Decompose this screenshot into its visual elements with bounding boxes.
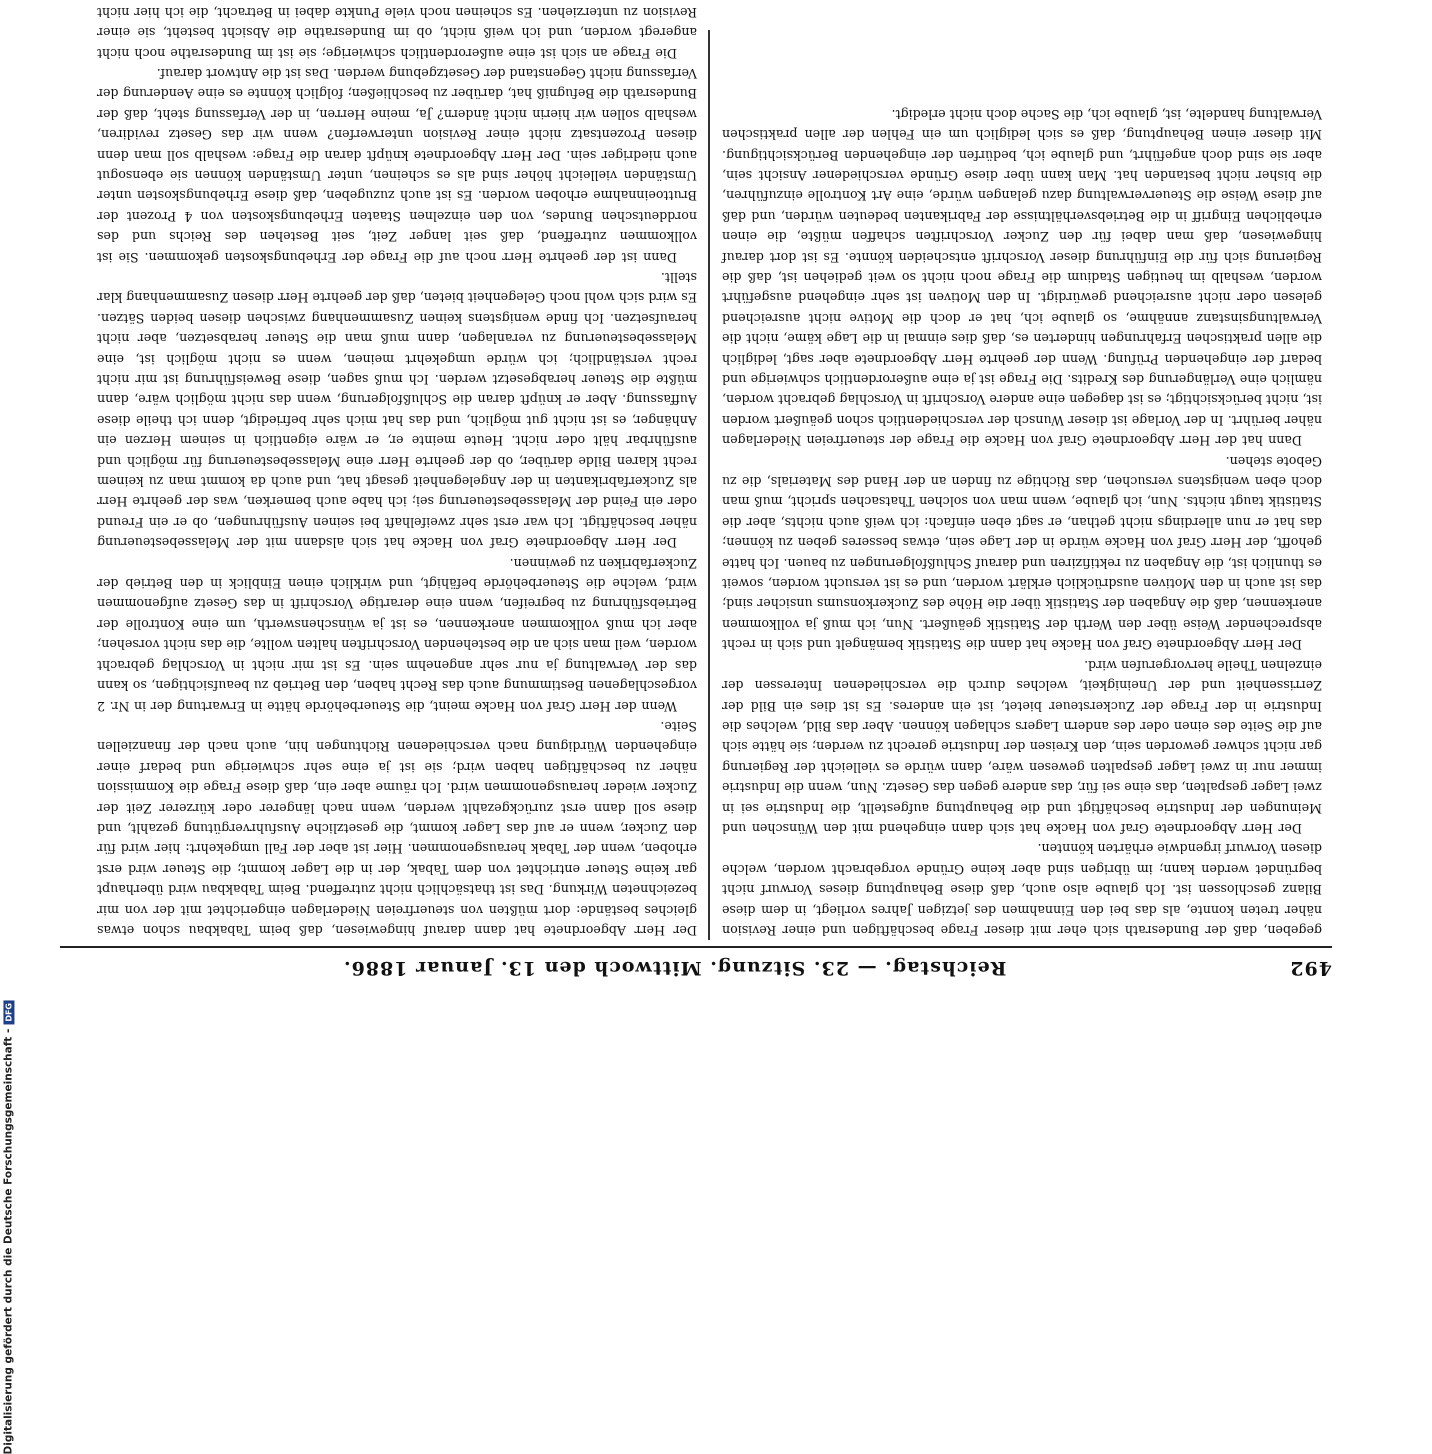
paragraph: Der Herr Abgeordnete Graf von Hacke hat sich dann eingehend mit den Wünschen und Meinungen der Industrie beschäftigt und die Behauptung aufgestellt, die Industrie sei in zwei Lager gespalten, das eine sei für, das andere gegen das Gesetz. Nun, wenn die Industrie immer nur in zwei Lager gespalten gewesen wäre, dann würde es vielleicht der Regierung gar nicht schwer geworden sein, den Kreisen der Industrie gerecht zu werden; sie hätte sich auf die Seite des einen oder des andern Lagers schlagen können. Aber das Bild, welches die Industrie in der Frage der Zuckersteuer bietet, ist ein anderes. Es ist dies ein Bild der Zerrissenheit und der Uneinigkeit, welches durch die verschiedenen Interessen der einzelnen Theile hervorgerufen wird. — [722, 657, 1322, 836]
right-text-column — [97, 4, 697, 940]
paragraph: gegeben, daß der Bundesrath sich eher mit dieser Frage beschäftigen und einer Revision näher treten konnte, als das bei den Einnahmen des jetzigen Jahres vorliegt, in dem diese Bilanz geschlossen ist. Ich glaube also auch, daß diese Behauptung dieses Vorwurf nicht begründet werden kann; im übrigen sind aber keine Gründe vorgebracht worden, welche diesen Vorwurf irgendwie erhärten könnten. — [722, 841, 1322, 938]
credit-text: Digitalisierung gefördert durch die Deutsche Forschungsgemeinschaft - — [2, 1028, 14, 1454]
page-title: Reichstag. — 23. Sitzung. Mittwoch den 13. Januar 1886. — [342, 957, 1007, 979]
page-header — [60, 950, 1332, 986]
paragraph: Dann ist der geehrte Herr noch auf die Frage der Erhebungskosten gekommen. Sie ist vollkommen zutreffend, daß seit langer Zeit, seit Bestehen des Reichs und des norddeutschen Bundes, von den einzelnen Staaten Erhebungskosten von 4 Prozent der Bruttoeinnahme erhoben worden. Es ist auch zuzugeben, daß diese Erhebungskosten unter Umständen vielleicht höher sind als es scheinen, unter Umständen können sie ebensogut auch niedriger sein. Der Herr Abgeordnete knüpft daran die Frage: weshalb soll man denn diesen Prozentsatz nicht einer Revision unterwerfen? wenn wir das Gesetz revidiren, weshalb sollen wir hierin nicht ändern? Ja, meine Herren, in der Verfassung steht, daß der Bundesrath die Befugniß hat, darüber zu beschließen; folglich könnte es eine Aenderung der Verfassung nicht Gegenstand der Gesetzgebung werden. Das ist die Antwort darauf. — [97, 65, 697, 265]
page-number: 492 — [1289, 957, 1332, 979]
header-rule — [60, 946, 1332, 948]
paragraph: Der Herr Abgeordnete hat dann darauf hingewiesen, daß beim Tabakbau schon etwas gleiches bestände: dort müßten von steuerfreien Niederlagen eingerichtet mit der von mir bezeichneten Wirkung. Das ist thatsächlich nicht zutreffend. Beim Tabakbau wird überhaupt gar keine Steuer entrichtet von dem Tabak, der in die Lager kommt; die Steuer wird erst erhoben, wenn der Tabak herausgenommen. Hier ist aber der Fall umgekehrt: hier wird für den Zucker, wenn er auf das Lager kommt, die gesetzliche Ausfuhrvergütung gezahlt, und diese soll dann erst zurückgezahlt werden, wenn nach längerer oder kürzerer Zeit der Zucker wieder herausgenommen wird. Ich räume aber ein, daß diese Frage die Kommission näher zu beschäftigen haben wird; sie ist ja eine sehr schwierige und bedarf einer eingehenden Würdigung nach verschiedenen Richtungen hin, auch nach der finanziellen Seite. — [97, 718, 697, 938]
paragraph: Wenn der Herr Graf von Hacke meint, die Steuerbehörde hätte in Erwartung der in Nr. 2 vorgeschlagenen Bestimmung auch das Recht haben, den Betrieb zu beaufsichtigen, so kann das der Verwaltung ja nur sehr angenehm sein. Es ist mir nicht in Vorschlag gebracht worden, weil man sich an die bestehenden Vorschriften halten wollte, die das nicht vorsehen; aber ich muß vollkommen anerkennen, es ist ja wünschenswerth, um eine Kontrolle der Betriebsführung zu begreifen, wenn eine derartige Vorschrift in das Gesetz aufgenommen wird, welche die Steuerbehörde befähigt, und wirklich einen Einblick in den Betrieb der Zuckerfabriken zu gewinnen. — [97, 555, 697, 714]
dfg-logo-icon: DFG — [3, 1000, 14, 1025]
left-text-column — [722, 20, 1322, 940]
paragraph: Dann hat der Herr Abgeordnete Graf von Hacke die Frage der steuerfreien Niederlagen näher berührt. In der Vorlage ist dieser Wunsch der verschiedentlich schon geäußert worden ist, nicht berücksichtigt; es ist dagegen eine andere Vorschrift in Vorschlag gebracht worden, nämlich eine Verlängerung des Kredits. Die Frage ist ja eine außerordentlich schwierige und bedarf der eingehenden Prüfung. Wenn der geehrte Herr Abgeordnete aber sagt, lediglich die allen praktischen Erfahrungen hinderten es, daß dies einmal in die Lage käme, nicht die Verwaltungsinstanz annähme, so glaube ich, hat er doch die Motive nicht ausreichend gelesen oder nicht ausreichend gewürdigt. In den Motiven ist sehr eingehend ausgeführt worden, weshalb im heutigen Stadium die Frage noch nicht so weit gediehen ist, daß die Regierung sich für die Einführung dieser Vorschrift entscheiden könnte. Es ist dort darauf hingewiesen, daß man dabei für den Zucker Vorschriften schaffen müßte, die einen erheblichen Eingriff in die Betriebsverhältnisse der Fabrikanten bedeuten würden, und daß auf diese Weise die Steuerverwaltung dazu gelangen würde, eine Art Kontrolle einzuführen, die bisher nicht bestanden hat. Man kann über diese Gründe verschiedener Ansicht sein, aber sie sind doch angeführt, und glaube ich, bedürfen der eingehenden Berücksichtigung. Mit dieser einen Behauptung, daß es sich lediglich um ein Fehlen der allen praktischen Verwaltung handelte, ist, glaube ich, die Sache doch nicht erledigt. — [722, 106, 1322, 449]
paragraph: Die Frage an sich ist eine außerordentlich schwierige; sie ist im Bundesrathe noch nicht angeregt worden, und ich weiß nicht, ob im Bundesrathe die Absicht besteht, sie einer Revision zu unterziehen. Es scheinen noch viele Punkte dabei in Betracht, die ich hier nicht — [97, 4, 697, 61]
digitization-footer — [0, 0, 22, 1454]
paragraph: Der Herr Abgeordnete Graf von Hacke hat sich alsdann mit der Melassebesteuerung näher beschäftigt. Ich war erst sehr zweifelhaft bei seinen Ausführungen, ob er ein Freund oder ein Feind der Melassebesteuerung sei; ich habe auch bemerken, was der geehrte Herr als Zuckerfabrikanten in der Angelegenheit gesagt hat, und auch da kommt man zu keinem recht klaren Bilde darüber, ob der geehrte Herr eine Melassebesteuerung für möglich und ausführbar hält oder nicht. Heute meinte er, er wäre eigentlich in seinem Herzen ein Anhänger, es ist nicht gut möglich, und das hat mich sehr befriedigt, denn ich theile diese Auffassung. Aber er knüpft daran die Schlußfolgerung, wenn das nicht möglich wäre, dann müßte die Steuer herabgesetzt werden. Ich muß sagen, diese Beweisführung ist mir nicht recht verständlich; ich würde umgekehrt meinen, wenn es nicht möglich ist, eine Melassebesteuerung zu veranlagen, dann muß man die Steuer herabsetzen, aber nicht heraufsetzen. Ich finde wenigstens keinen Zusammenhang zwischen diesen beiden Sätzen. Es wird sich wohl noch Gelegenheit bieten, daß der geehrte Herr diesen Zusammenhang klar stellt. — [97, 270, 697, 551]
digitization-credit — [2, 1000, 14, 1454]
column-divider — [708, 30, 710, 940]
paragraph: Der Herr Abgeordnete Graf von Hacke hat dann die Statistik bemängelt und sich in recht absprechender Weise über den Werth der Statistik geäußert. Nun, ich muß ja vollkommen anerkennen, daß die Angaben der Statistik über die Höhe des Zuckerkonsums unsicher sind; das ist auch in den Motiven ausdrücklich erklärt worden, und es ist versucht worden, soweit es thunlich ist, die Angaben zu rektifiziren und darauf Schlußfolgerungen zu bauen. Ich hatte gehofft, der Herr Graf von Hacke würde in der Lage sein, etwas besseres geben zu können; das hat er nun allerdings nicht gethan, er sagt eben einfach: ich weiß auch nichts, aber die Statistik taugt nichts. Nun, ich glaube, wenn man von solchen Thatsachen spricht, muß man doch eben wenigstens versuchen, das Richtige zu finden an der Hand des Materials, die zu Gebote stehen. — [722, 453, 1322, 653]
